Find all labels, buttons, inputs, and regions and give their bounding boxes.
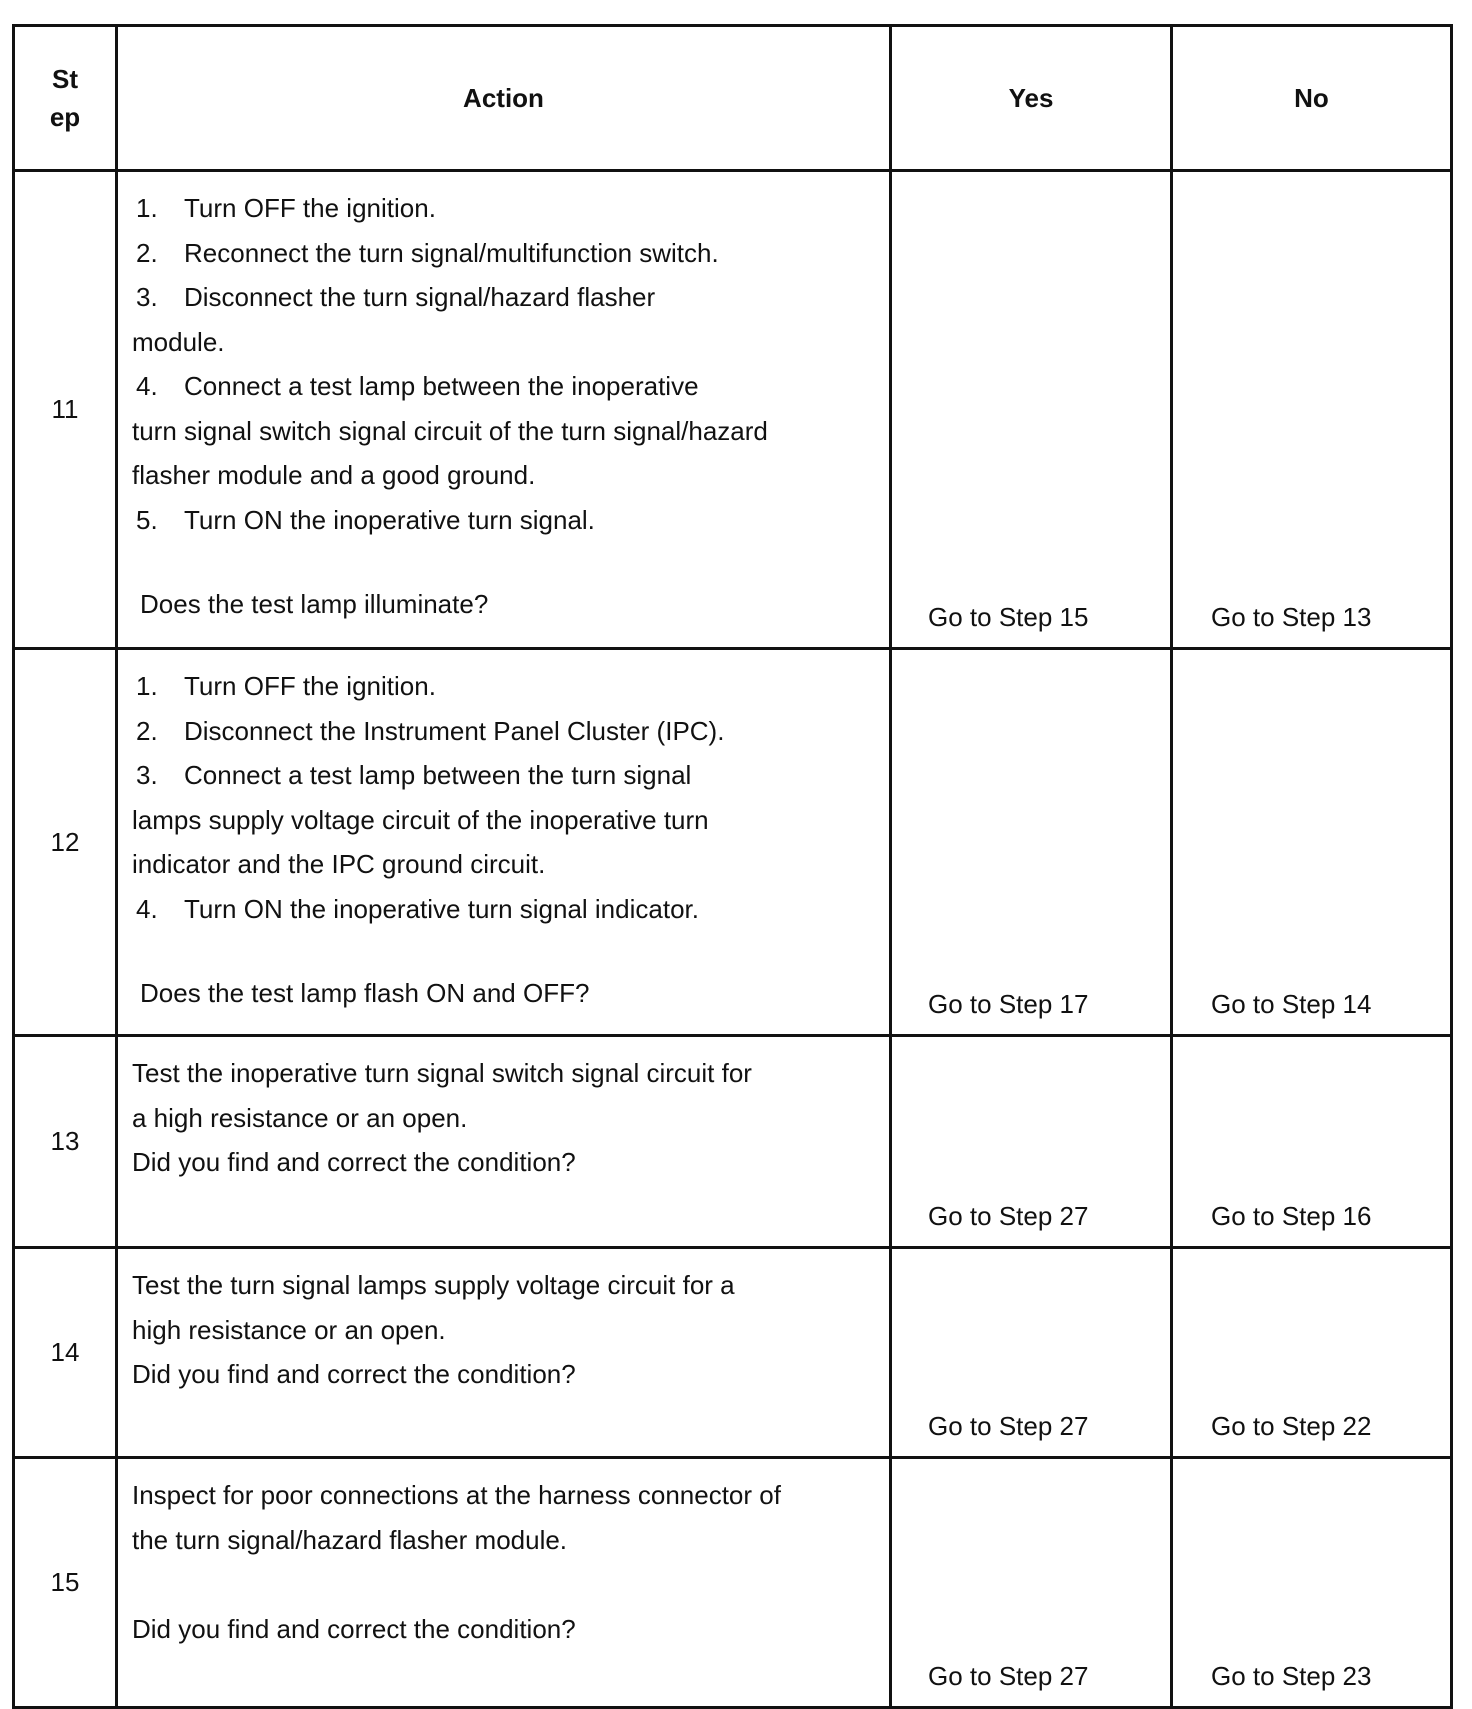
step-number: 11 [14, 171, 117, 649]
yes-answer: Go to Step 15 [928, 602, 1089, 632]
yes-answer: Go to Step 27 [928, 1411, 1089, 1441]
header-step-line1: St [52, 64, 78, 94]
table-row [14, 1458, 1452, 1708]
header-step [14, 26, 117, 171]
action-cell [117, 171, 891, 649]
item-text: Disconnect the Instrument Panel Cluster (IPC). [184, 715, 725, 746]
action-line: Did you find and correct the condition? [132, 1613, 576, 1644]
action-line: the turn signal/hazard flasher module. [132, 1524, 568, 1555]
no-answer: Go to Step 13 [1211, 602, 1372, 632]
list-item [132, 186, 889, 231]
header-row [14, 26, 1452, 171]
yes-cell [891, 1458, 1172, 1708]
header-yes: Yes [891, 26, 1172, 171]
item-number: 3. [136, 760, 158, 790]
item-text: Turn ON the inoperative turn signal indicator. [184, 893, 699, 924]
list-item [132, 275, 889, 320]
header-no: No [1172, 26, 1452, 171]
step-number: 14 [14, 1248, 117, 1458]
item-text: Reconnect the turn signal/multifunction switch. [184, 237, 719, 268]
list-item [132, 498, 889, 543]
item-number: 2. [136, 237, 158, 268]
action-line: Did you find and correct the condition? [132, 1359, 576, 1389]
item-text: Turn OFF the ignition. [184, 671, 436, 701]
item-continuation: indicator and the IPC ground circuit. [132, 849, 546, 879]
yes-cell [891, 649, 1172, 1036]
header-action: Action [117, 26, 891, 171]
action-cell [117, 1458, 891, 1708]
action-line: Test the inoperative turn signal switch signal circuit for [132, 1058, 752, 1088]
step-number: 15 [14, 1458, 117, 1708]
item-text: Disconnect the turn signal/hazard flasher [184, 282, 656, 312]
no-answer: Go to Step 22 [1211, 1411, 1372, 1441]
no-cell [1172, 1248, 1452, 1458]
diagnostic-table [12, 24, 1453, 1709]
table-row [14, 1036, 1452, 1248]
item-number: 5. [136, 504, 158, 535]
yes-answer: Go to Step 17 [928, 989, 1089, 1019]
no-answer: Go to Step 23 [1211, 1661, 1372, 1691]
header-step-line2: ep [49, 102, 81, 132]
list-item [132, 364, 889, 409]
item-continuation: flasher module and a good ground. [132, 460, 536, 490]
item-number: 4. [136, 893, 158, 924]
yes-answer: Go to Step 27 [928, 1661, 1089, 1691]
list-item [132, 231, 889, 276]
yes-cell [891, 171, 1172, 649]
list-item [132, 753, 889, 798]
table-row [14, 1248, 1452, 1458]
list-item [132, 664, 889, 709]
action-line: a high resistance or an open. [132, 1102, 468, 1133]
yes-cell [891, 1248, 1172, 1458]
step-number: 12 [14, 649, 117, 1036]
table-row [14, 649, 1452, 1036]
item-number: 1. [136, 671, 158, 701]
action-line: Inspect for poor connections at the harness connector of [132, 1480, 781, 1510]
item-number: 4. [136, 371, 158, 401]
question-text: Does the test lamp illuminate? [140, 589, 489, 619]
step-number: 13 [14, 1036, 117, 1248]
item-text: Connect a test lamp between the inoperative [184, 371, 699, 401]
no-answer: Go to Step 16 [1211, 1201, 1372, 1231]
yes-answer: Go to Step 27 [928, 1201, 1089, 1231]
item-number: 2. [136, 715, 158, 746]
action-line: Test the turn signal lamps supply voltage circuit for a [132, 1270, 735, 1300]
item-continuation: turn signal switch signal circuit of the turn signal/hazard [132, 415, 768, 446]
table-row [14, 171, 1452, 649]
question-text: Does the test lamp flash ON and OFF? [140, 978, 590, 1008]
action-cell [117, 1248, 891, 1458]
action-line-blank [132, 1562, 889, 1607]
list-item [132, 887, 889, 932]
no-cell [1172, 649, 1452, 1036]
item-continuation: lamps supply voltage circuit of the inoperative turn [132, 804, 709, 835]
yes-cell [891, 1036, 1172, 1248]
item-number: 1. [136, 193, 158, 223]
action-line: high resistance or an open. [132, 1314, 446, 1345]
action-cell [117, 1036, 891, 1248]
item-text: Turn ON the inoperative turn signal. [184, 504, 595, 535]
item-number: 3. [136, 282, 158, 312]
no-answer: Go to Step 14 [1211, 989, 1372, 1019]
action-line: Did you find and correct the condition? [132, 1147, 576, 1177]
no-cell [1172, 1036, 1452, 1248]
item-text: Connect a test lamp between the turn signal [184, 760, 692, 790]
action-cell [117, 649, 891, 1036]
item-text: Turn OFF the ignition. [184, 193, 436, 223]
item-continuation: module. [132, 326, 225, 357]
no-cell [1172, 1458, 1452, 1708]
no-cell [1172, 171, 1452, 649]
list-item [132, 709, 889, 754]
